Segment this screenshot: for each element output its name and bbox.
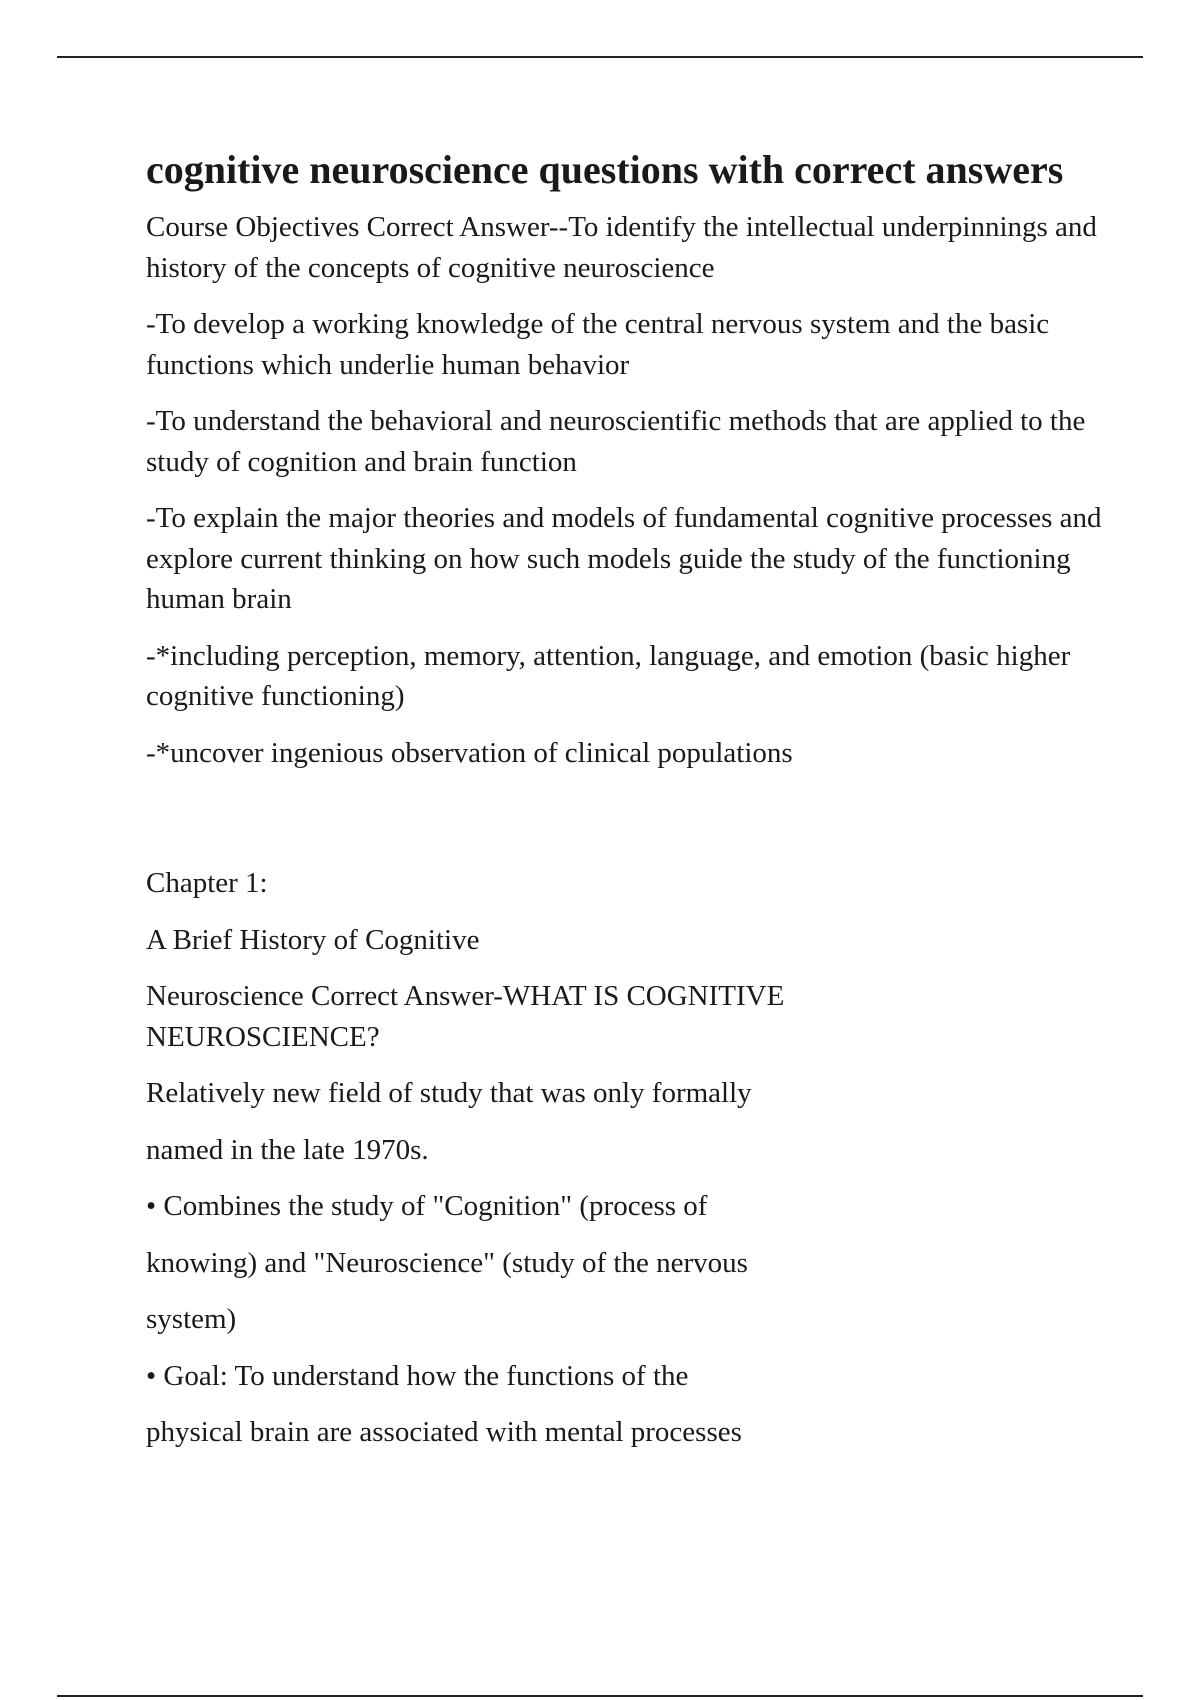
section-spacer	[146, 789, 1106, 863]
chapter-line: named in the late 1970s.	[146, 1133, 429, 1166]
chapter-line: knowing) and "Neuroscience" (study of the nervous	[146, 1246, 748, 1279]
top-rule	[57, 56, 1143, 58]
chapter-line: physical brain are associated with mental processes	[146, 1416, 742, 1448]
objective-paragraph: Course Objectives Correct Answer--To identify the intellectual underpinnings and history of the concepts of cognitive neuroscience	[146, 211, 1097, 284]
bottom-rule	[57, 1695, 1143, 1697]
objective-paragraph: -To explain the major theories and models of fundamental cognitive processes and explore current thinking on how such models guide the study of the functioning human brain	[146, 502, 1102, 615]
chapter-line: Relatively new field of study that was only formally	[146, 1077, 752, 1109]
chapter-heading: Chapter 1:	[146, 867, 268, 899]
objective-paragraph: -*uncover ingenious observation of clinical populations	[146, 736, 793, 769]
document-body	[146, 143, 1106, 1469]
document-title: cognitive neuroscience questions with correct answers	[146, 147, 1064, 192]
chapter-subheading: A Brief History of Cognitive	[146, 923, 480, 956]
chapter-line: • Combines the study of "Cognition" (process of	[146, 1190, 708, 1222]
chapter-line: • Goal: To understand how the functions of the	[146, 1359, 689, 1392]
chapter-line: system)	[146, 1303, 237, 1335]
objective-paragraph: -To develop a working knowledge of the central nervous system and the basic functions which underlie human behavior	[146, 308, 1050, 381]
objective-paragraph: -To understand the behavioral and neuroscientific methods that are applied to the study of cognition and brain function	[146, 405, 1086, 478]
chapter-answer: Neuroscience Correct Answer-WHAT IS COGNITIVE NEUROSCIENCE?	[146, 980, 785, 1053]
objective-paragraph: -*including perception, memory, attention, language, and emotion (basic higher cognitive functioning)	[146, 639, 1071, 712]
